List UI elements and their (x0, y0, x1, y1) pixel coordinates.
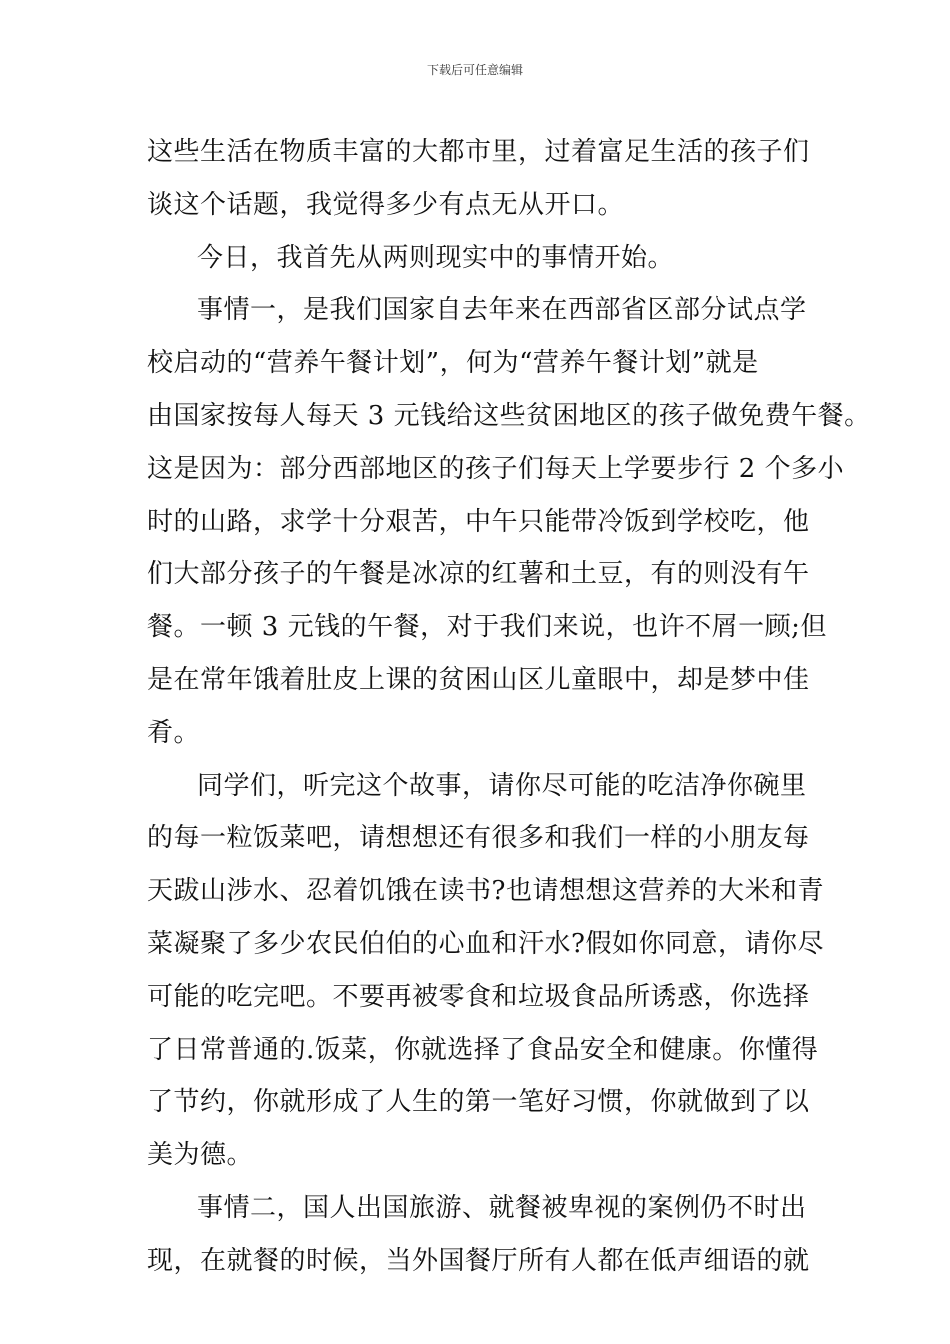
text-line: 校启动的“营养午餐计划”，何为“营养午餐计划”就是 (147, 348, 759, 379)
page-header: 下载后可任意编辑 (426, 63, 523, 77)
paragraph-start-line: 事情二，国人出国旅游、就餐被卑视的案例仍不时出 (197, 1192, 807, 1223)
text-line: 餐。一顿 3 元钱的午餐，对于我们来说，也许不屑一顾;但 (147, 612, 827, 643)
text-line: 了节约，你就形成了人生的第一笔好习惯，你就做到了以 (147, 1087, 810, 1118)
text-line: 现，在就餐的时候，当外国餐厅所有人都在低声细语的就 (147, 1245, 810, 1276)
text-line: 由国家按每人每天 3 元钱给这些贫困地区的孩子做免费午餐。 (147, 400, 871, 431)
paragraph-start-line: 事情一，是我们国家自去年来在西部省区部分试点学 (197, 295, 807, 326)
text-line: 美为德。 (147, 1140, 254, 1171)
text-line: 时的山路，求学十分艰苦，中午只能带冷饭到学校吃，他 (147, 506, 810, 537)
text-line: 的每一粒饭菜吧，请想想还有很多和我们一样的小朋友每 (147, 823, 810, 854)
text-line: 谈这个话题，我觉得多少有点无从开口。 (147, 189, 625, 220)
paragraph-start-line: 同学们，听完这个故事，请你尽可能的吃洁净你碗里 (197, 770, 807, 801)
text-line: 是在常年饿着肚皮上课的贫困山区儿童眼中，却是梦中佳 (147, 664, 810, 695)
text-line: 了日常普通的.饭菜，你就选择了食品安全和健康。你懂得 (147, 1034, 819, 1065)
text-line: 可能的吃完吧。不要再被零食和垃圾食品所诱惑，你选择 (147, 981, 810, 1012)
text-line: 天跋山涉水、忍着饥饿在读书?也请想想这营养的大米和青 (147, 876, 824, 907)
text-line: 菜凝聚了多少农民伯伯的心血和汗水?假如你同意，请你尽 (147, 928, 824, 959)
text-line: 这些生活在物质丰富的大都市里，过着富足生活的孩子们 (147, 137, 810, 167)
text-line: 们大部分孩子的午餐是冰凉的红薯和土豆，有的则没有午 (147, 559, 810, 590)
text-line: 肴。 (147, 717, 201, 748)
paragraph-start-line: 今日，我首先从两则现实中的事情开始。 (197, 242, 675, 273)
text-line: 这是因为：部分西部地区的孩子们每天上学要步行 2 个多小 (147, 453, 845, 484)
document-body (147, 126, 871, 1288)
